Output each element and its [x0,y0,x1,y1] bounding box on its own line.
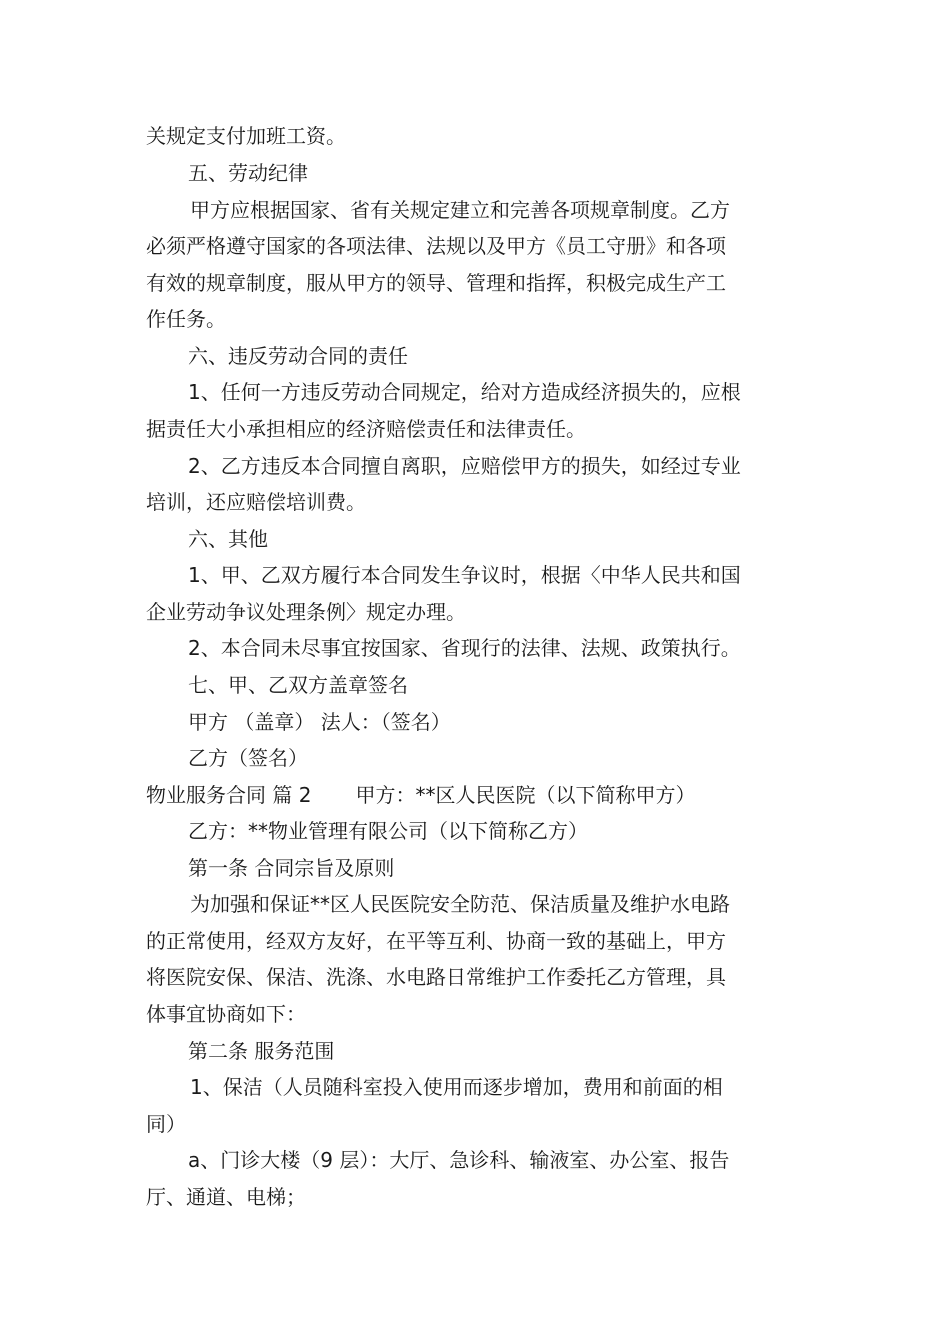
article-heading: 第二条 服务范围 [188,1039,335,1063]
text-line: 作任务。 [146,307,226,331]
text-line: 企业劳动争议处理条例〉规定办理。 [146,600,466,624]
text-line: 据责任大小承担相应的经济赔偿责任和法律责任。 [146,417,586,441]
text-line: 必须严格遵守国家的各项法律、法规以及甲方《员工守册》和各项 [146,234,726,258]
section-heading: 六、违反劳动合同的责任 [188,344,408,368]
article-heading: 第一条 合同宗旨及原则 [188,856,395,880]
text-line: a、门诊大楼（9 层）：大厅、急诊科、输液室、办公室、报告 [188,1148,730,1172]
text-line: 1、保洁（人员随科室投入使用而逐步增加，费用和前面的相 [190,1075,723,1099]
signature-line-party-a: 甲方 （盖章） 法人：（签名） [188,710,451,734]
section-heading: 七、甲、乙双方盖章签名 [188,673,408,697]
party-b-line: 乙方：**物业管理有限公司（以下简称乙方） [188,819,588,843]
text-line: 有效的规章制度，服从甲方的领导、管理和指挥，积极完成生产工 [146,271,726,295]
text-line: 甲方应根据国家、省有关规定建立和完善各项规章制度。乙方 [190,198,730,222]
text-line: 为加强和保证**区人民医院安全防范、保洁质量及维护水电路 [190,892,730,916]
text-line: 厅、通道、电梯； [146,1185,306,1209]
text-line: 同） [146,1112,186,1136]
signature-line-party-b: 乙方（签名） [188,746,308,770]
text-line: 2、本合同未尽事宜按国家、省现行的法律、法规、政策执行。 [188,636,741,660]
text-line: 将医院安保、保洁、洗涤、水电路日常维护工作委托乙方管理，具 [146,965,726,989]
section-heading: 六、其他 [188,527,268,551]
text-line: 1、任何一方违反劳动合同规定，给对方造成经济损失的，应根 [188,380,741,404]
text-line: 1、甲、乙双方履行本合同发生争议时，根据〈中华人民共和国 [188,563,741,587]
text-line: 体事宜协商如下： [146,1002,306,1026]
text-line: 2、乙方违反本合同擅自离职，应赔偿甲方的损失，如经过专业 [188,454,741,478]
text-line: 关规定支付加班工资。 [146,124,346,148]
contract-title-text: 物业服务合同 篇 2 [146,783,312,807]
text-line: 的正常使用，经双方友好，在平等互利、协商一致的基础上，甲方 [146,929,726,953]
party-a-line: 甲方：**区人民医院（以下简称甲方） [355,783,696,807]
text-line: 培训，还应赔偿培训费。 [146,490,366,514]
contract-title [146,780,695,810]
section-heading: 五、劳动纪律 [188,161,308,185]
